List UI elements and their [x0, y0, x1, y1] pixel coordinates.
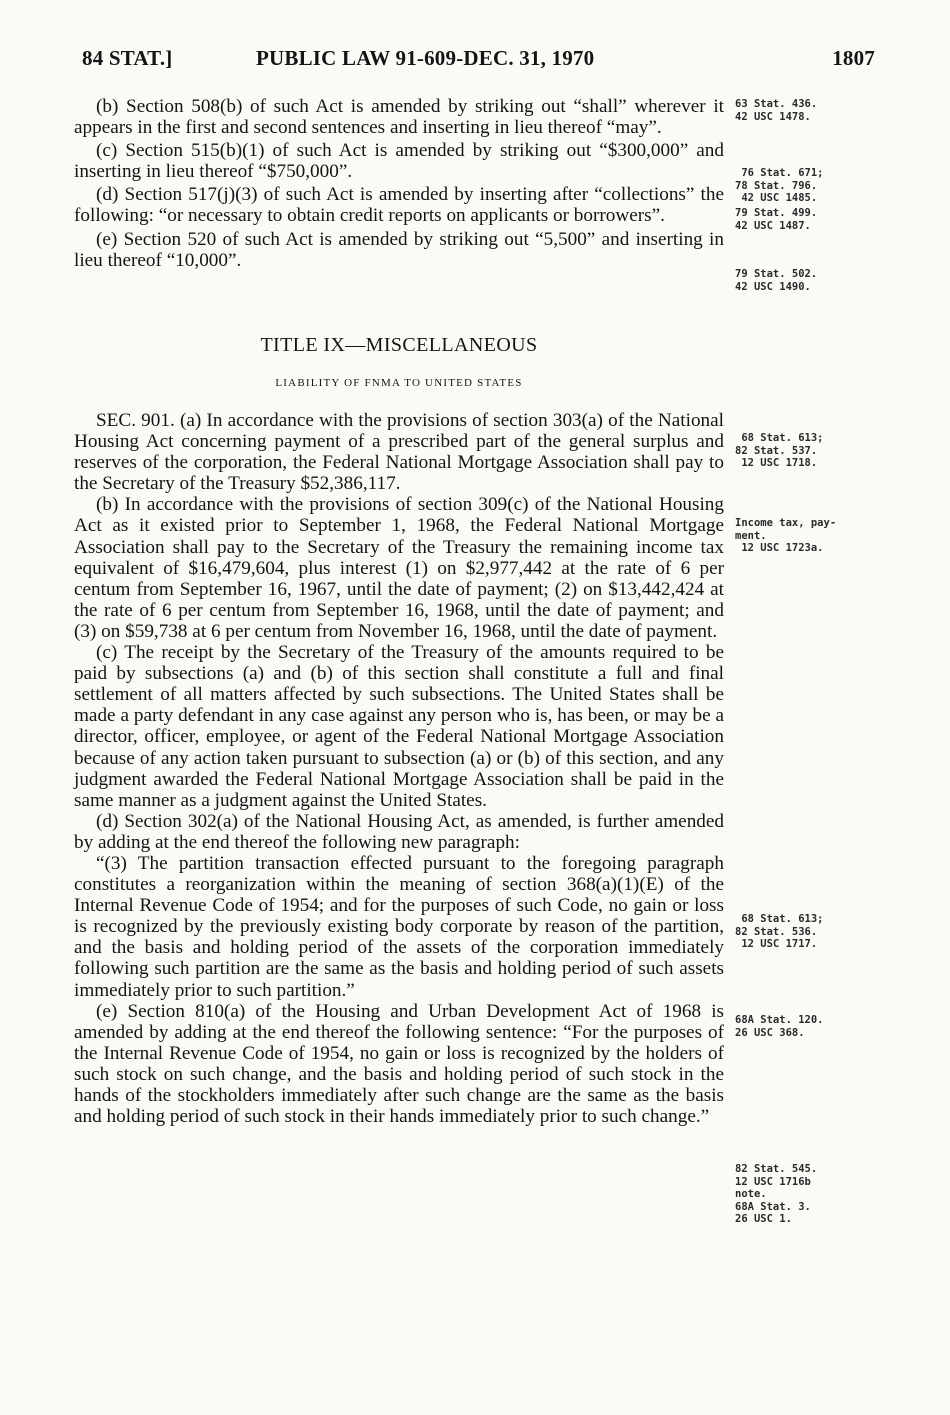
margin-note-515: 76 Stat. 671; 78 Stat. 796. 42 USC 1485. [735, 167, 824, 204]
margin-note-901a: 68 Stat. 613; 82 Stat. 537. 12 USC 1718. [735, 432, 824, 469]
paragraph-517j: (d) Section 517(j)(3) of such Act is amended by inserting after “collections” the following: “or necessary to obtain credit reports on applicants or borrowers”. [74, 184, 724, 227]
header-page-number: 1807 [832, 46, 875, 70]
margin-note-508: 63 Stat. 436. 42 USC 1478. [735, 98, 818, 123]
margin-note-901d-quote: 68A Stat. 120. 26 USC 368. [735, 1014, 824, 1039]
margin-note-901b: Income tax, pay- ment. 12 USC 1723a. [735, 517, 837, 554]
margin-note-901d: 68 Stat. 613; 82 Stat. 536. 12 USC 1717. [735, 913, 824, 950]
section-subheading: LIABILITY OF FNMA TO UNITED STATES [275, 377, 523, 389]
section-901-block [74, 410, 724, 1127]
margin-note-520: 79 Stat. 502. 42 USC 1490. [735, 268, 818, 293]
margin-note-901e: 82 Stat. 545. 12 USC 1716b note. 68A Stat. 3. 26 USC 1. [735, 1163, 818, 1225]
header-volume: 84 STAT.] [82, 46, 173, 70]
paragraph-901d-quote: “(3) The partition transaction effected pursuant to the foregoing paragraph constitutes a reorganization within the meaning of section 368(a)(1)(E) of the Internal Revenue Code of 1954; and for the purposes of such Code, no gain or loss is recognized by the previously existing body corporate by reason of the partition, and the basis and holding period of the assets of the corporation immediately following such partition are the same as the basis and holding period of such assets immediately prior to such partition.” [74, 852, 724, 1001]
paragraph-901b: (b) In accordance with the provisions of section 309(c) of the National Housing Act as it existed prior to September 1, 1968, the Federal National Mortgage Association shall pay to the Secretary of the Treasury the remaining income tax equivalent of $16,479,604, plus interest (1) on $2,977,442 at the rate of 6 per centum from September 16, 1967, until the date of payment; (2) on $13,442,424 at the rate of 6 per centum from September 16, 1968, until the date of payment; and (3) on $59,738 at 6 per centum from November 16, 1968, until the date of payment. [74, 494, 724, 642]
paragraph-901c: (c) The receipt by the Secretary of the Treasury of the amounts required to be paid by subsections (a) and (b) of this section shall constitute a full and final settlement of all matters affected by such subsections. The United States shall be made a party defendant in any case against any person who is, has been, or may be a director, officer, employee, or agent of the Federal National Mortgage Association because of any action taken pursuant to subsection (a) or (b) of this section, and any judgment awarded the Federal National Mortgage Association shall be paid in the same manner as a judgment against the United States. [74, 642, 724, 811]
paragraph-901d: (d) Section 302(a) of the National Housing Act, as amended, is further amended by adding at the end thereof the following new paragraph: [74, 810, 724, 853]
title-heading: TITLE IX—MISCELLANEOUS [260, 334, 538, 356]
paragraph-515b: (c) Section 515(b)(1) of such Act is amended by striking out “$300,000” and inserting in lieu thereof “$750,000”. [74, 140, 724, 183]
paragraph-901a: SEC. 901. (a) In accordance with the provisions of section 303(a) of the National Housing Act concerning payment of a prescribed part of the general surplus and reserves of the corporation, the Federal National Mortgage Association shall pay to the Secretary of the Treasury $52,386,117. [74, 410, 724, 495]
header-title: PUBLIC LAW 91-609-DEC. 31, 1970 [256, 46, 595, 70]
paragraph-901e: (e) Section 810(a) of the Housing and Urban Development Act of 1968 is amended by adding at the end thereof the following sentence: “For the purposes of the Internal Revenue Code of 1954, no gain or loss is recognized by the holders of such stock on such change, and the basis and holding period of such stock in the hands of the stockholders immediately after such change are the same as the basis and holding period of such stock in their hands immediately prior to such change.” [74, 1000, 724, 1128]
margin-note-517: 79 Stat. 499. 42 USC 1487. [735, 207, 818, 232]
paragraph-520: (e) Section 520 of such Act is amended by striking out “5,500” and inserting in lieu thereof “10,000”. [74, 228, 724, 271]
paragraph-508b: (b) Section 508(b) of such Act is amended by striking out “shall” wherever it appears in the first and second sentences and inserting in lieu thereof “may”. [74, 96, 724, 139]
section-block-title-viii-end [74, 96, 724, 271]
